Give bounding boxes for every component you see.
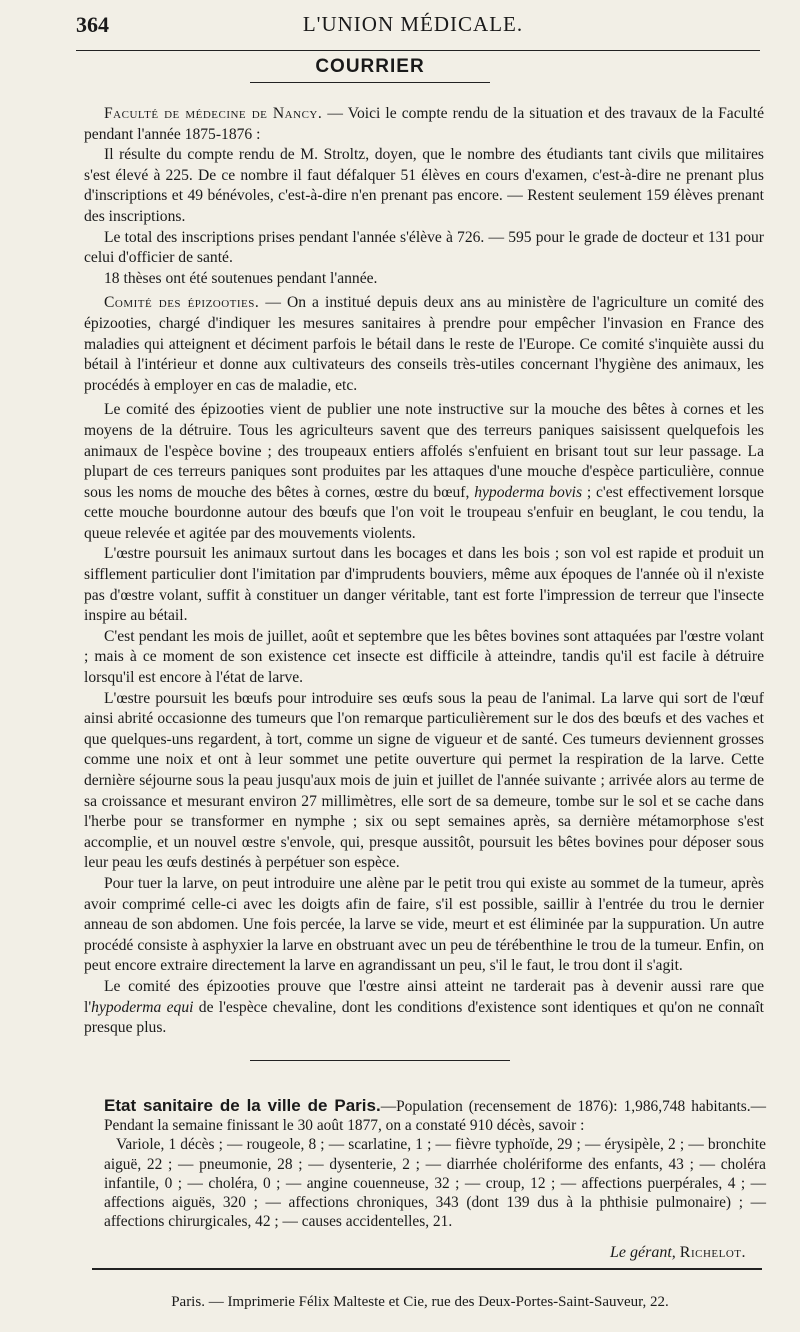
paragraph-text: ; c'est effectivement lorsque cette mouche bourdonne autour des bœufs que l'on voit le troupeau s'enfuir en beuglant, le cou tendu, la queue relevée et agitée par des mouvements violents. xyxy=(84,483,764,542)
paragraph-oestre-vol: L'œstre poursuit les animaux surtout dans les bocages et dans les bois ; son vol est rapide et produit un sifflement particulier dont l'imitation par d'imprudents bouviers, même aux époques de l'année où il n'existe pas d'œstre volant, suffit à constituer un danger véritable, tant est forte l'impression de terreur que l'insecte inspire au bétail. xyxy=(84,545,764,625)
signature xyxy=(610,1244,746,1262)
paragraph-inscriptions: Le total des inscriptions prises pendant l'année s'élève à 726. — 595 pour le grade de docteur et 131 pour celui d'officier de santé. xyxy=(84,228,764,267)
header-rule xyxy=(76,50,760,51)
paragraph-lead: Comité des épizooties. xyxy=(104,294,260,312)
section-title-rule xyxy=(250,82,490,83)
page-header xyxy=(76,12,750,42)
paragraph-text: Le comité des épizooties vient de publier une note instructive sur la mouche des bêtes à cornes et les moyens de la détruire. Tous les agriculteurs savent que des terreurs paniques saisissent quelquefois les animaux de l'espèce bovine ; des troupeaux entiers affolés s'enfuient en brisant tout sur leur passage. La plupart de ces terreurs paniques sont produites par les attaques d'une mouche d'espèce particulière, connue sous les noms de mouche des bêtes à cornes, œstre du bœuf, xyxy=(84,401,764,501)
etat-sanitaire xyxy=(104,1096,766,1231)
section-heading xyxy=(250,56,490,83)
paragraph-saison: C'est pendant les mois de juillet, août et septembre que les bêtes bovines sont attaquées par l'œstre volant ; mais à ce moment de son existence cet insecte est difficile à atteindre, tandis qu'il est facile à détruire lorsqu'il est encore à l'état de larve. xyxy=(84,627,764,687)
paragraph-text: — Voici le compte rendu de la situation et des travaux de la Faculté pendant l'année 1875-1876 : xyxy=(84,105,765,143)
species-name: hypoderma bovis xyxy=(474,483,583,501)
running-title: L'UNION MÉDICALE. xyxy=(302,12,524,36)
paragraph-text: de l'espèce chevaline, dont les conditions d'existence sont identiques et qu'on ne connaît presque plus. xyxy=(84,998,764,1037)
footer-rule xyxy=(92,1268,762,1270)
sanitaire-text: —Population (recensement de 1876): 1,986,748 habitants.—Pendant la semaine finissant le 30 août 1877, on a constaté 910 décès, savoir : xyxy=(104,1098,767,1135)
paragraph-conclusion xyxy=(84,977,764,1039)
paragraph-destruction: Pour tuer la larve, on peut introduire une alène par le petit trou qui existe au sommet de la tumeur, après avoir comprimé celle-ci avec les doigts afin de faire, s'il est possible, saillir à l'entrée du trou le dernier anneau de son abdomen. Une fois percée, la larve se vide, meurt et est éliminée par la suppuration. Un autre procédé consiste à asphyxier la larve en obstruant avec un peu de térébenthine le trou de la tumeur. Enfin, on peut encore extraire directement la larve en agrandissant un peu, s'il le faut, le trou dont il s'agit. xyxy=(84,874,764,975)
sanitaire-intro xyxy=(104,1096,766,1135)
paragraph-text: Le comité des épizooties prouve que l'œstre ainsi atteint ne tarderait pas à devenir aussi rare que l' xyxy=(84,977,764,1016)
page-number: 364 xyxy=(76,12,109,37)
sanitaire-list: Variole, 1 décès ; — rougeole, 8 ; — scarlatine, 1 ; — fièvre typhoïde, 29 ; — érysipèle, 2 ; — bronchite aiguë, 22 ; — pneumonie, 28 ; — dysenterie, 2 ; — diarrhée cholériforme des enfants, 43 ; — choléra infantile, 0 ; — choléra, 0 ; — angine couenneuse, 32 ; — croup, 12 ; — affections puerpérales, 4 ; — affections aiguës, 320 ; — affections chroniques, 343 (dont 139 dus à la phthisie pulmonaire) ; — affections chirurgicales, 42 ; — causes accidentelles, 21. xyxy=(104,1136,766,1231)
signature-name: Richelot. xyxy=(679,1244,746,1261)
signature-label: Le gérant, xyxy=(610,1244,676,1261)
sanitaire-lead: Etat sanitaire de la ville de Paris. xyxy=(104,1096,381,1115)
paragraph-lead: Faculté de médecine de Nancy. xyxy=(104,105,323,122)
paragraph-mouche xyxy=(84,400,764,544)
paragraph-etudiants: Il résulte du compte rendu de M. Stroltz, doyen, que le nombre des étudiants tant civils que militaires s'est élevé à 225. De ce nombre il faut défalquer 51 élèves en cours d'examen, c'est-à-dire ne prenant plus d'inscriptions et 49 bénévoles, c'est-à-dire n'en prenant pas encore. — Restent seulement 159 élèves prenant des inscriptions. xyxy=(84,146,764,225)
section-title: COURRIER xyxy=(315,56,425,77)
paragraph-text: — On a institué depuis deux ans au ministère de l'agriculture un comité des épizooties, chargé d'indiquer les mesures sanitaires à prendre pour empêcher l'invasion en France des maladies qui atteignent et déciment parfois le bétail dans le reste de l'Europe. Ce comité s'inquiète aussi du bétail à l'intérieur et donne aux cultivateurs des conseils très-utiles concernant l'hygiène des animaux, les procédés à employer en cas de maladie, etc. xyxy=(84,294,764,394)
paragraph-comite xyxy=(84,293,764,396)
species-name: hypoderma equi xyxy=(91,998,194,1016)
paragraph-larve: L'œstre poursuit les bœufs pour introduire ses œufs sous la peau de l'animal. La larve qui sort de l'œuf ainsi abrité occasionne des tumeurs que l'on remarque particulièrement sur le dos des bœufs et des vaches et que quelques-uns regardent, à tort, comme un signe de vigueur et de santé. Ces tumeurs deviennent grosses comme une noix et ont à leur sommet une petite ouverture qui permet la respiration de la larve. Cette dernière séjourne sous la peau jusqu'aux mois de juin et juillet de l'année suivante ; arrivée alors au terme de sa croissance et mesurant environ 27 millimètres, elle sort de sa demeure, tombe sur le sol et se cache dans l'herbe pour se transformer en nymphe ; six ou sept semaines après, sa dernière métamorphose s'est accomplie, et un nouvel œstre s'envole, qui, presque aussitôt, poursuit les bêtes bovines pour déposer sous leur peau les œufs destinés à perpétuer son espèce. xyxy=(84,689,764,872)
section-separator xyxy=(250,1060,510,1061)
imprint-line: Paris. — Imprimerie Félix Malteste et Cie, rue des Deux-Portes-Saint-Sauveur, 22. xyxy=(171,1294,669,1310)
paragraph-faculte xyxy=(84,104,764,145)
paragraph-theses: 18 thèses ont été soutenues pendant l'année. xyxy=(104,269,378,287)
article-column xyxy=(84,104,764,1039)
